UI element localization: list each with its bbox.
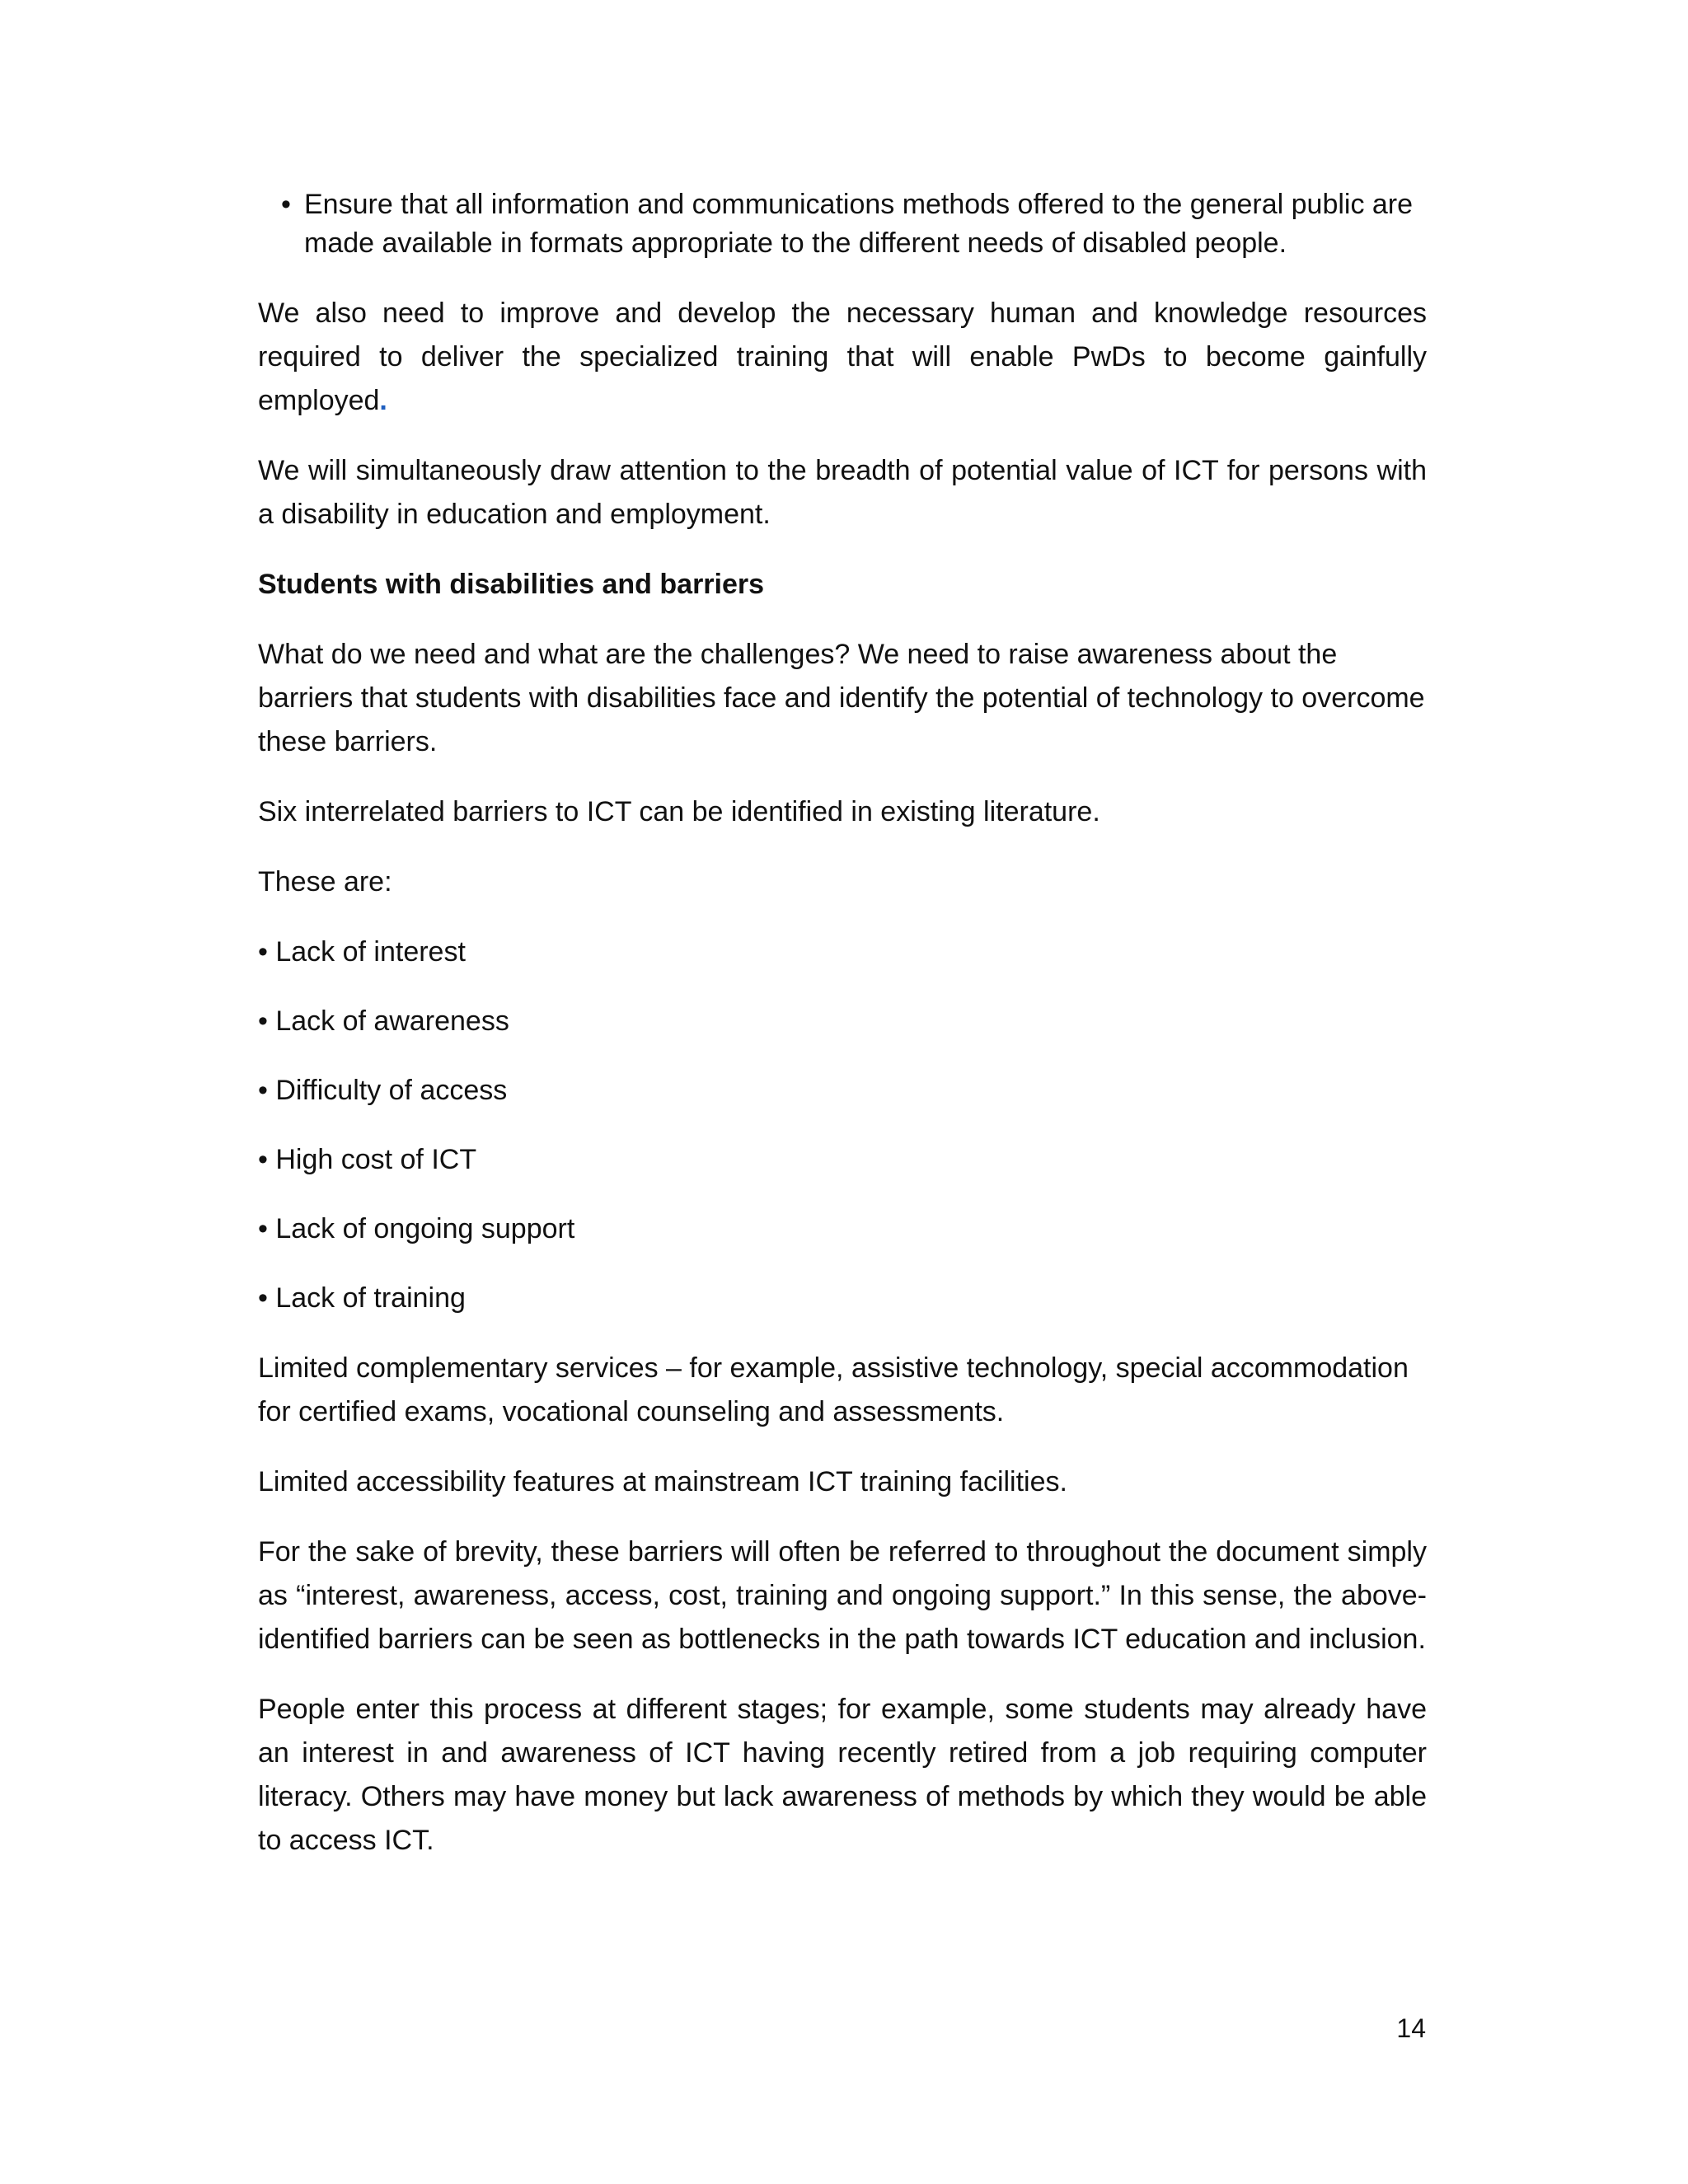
page-body: [258, 185, 1427, 1889]
list-item: • High cost of ICT: [258, 1144, 477, 1175]
paragraph-challenges: What do we need and what are the challenges? We need to raise awareness about the barriers that students with disabilities face and identify the potential of technology to overcome these barriers.: [258, 639, 1425, 757]
barriers-list: [258, 930, 1427, 1320]
paragraph-complementary-services: Limited complementary services – for example, assistive technology, special accommodation for certified exams, vocational counseling and assessments.: [258, 1352, 1409, 1427]
list-item: • Difficulty of access: [258, 1075, 508, 1106]
list-item: • Lack of awareness: [258, 1005, 509, 1037]
paragraph-accessibility-features: Limited accessibility features at mainstream ICT training facilities.: [258, 1466, 1067, 1497]
section-heading: Students with disabilities and barriers: [258, 569, 765, 600]
paragraph-end-mark: .: [379, 385, 387, 416]
list-item: • Lack of interest: [258, 936, 466, 968]
paragraph-human-resources-text: We also need to improve and develop the necessary human and knowledge resources required to deliver the specialized training that will enable PwDs to become gainfully employed: [258, 298, 1427, 416]
intro-bullet-text: Ensure that all information and communications methods offered to the general public are made available in formats appropriate to the different needs of disabled people.: [304, 189, 1414, 259]
list-item: • Lack of training: [258, 1282, 466, 1314]
paragraph-six-barriers: Six interrelated barriers to ICT can be identified in existing literature.: [258, 796, 1100, 827]
paragraph-these-are: These are:: [258, 866, 392, 898]
bullet-marker: •: [281, 189, 291, 220]
paragraph-brevity: For the sake of brevity, these barriers will often be referred to throughout the document simply as “interest, awareness, access, cost, training and ongoing support.” In this sense, the above-identified barriers can be seen as bottlenecks in the path towards ICT education and inclusion.: [258, 1536, 1427, 1655]
page-number: 14: [1396, 2013, 1426, 2043]
list-item: • Lack of ongoing support: [258, 1213, 575, 1244]
intro-bullet-item: [258, 185, 1427, 263]
paragraph-different-stages: People enter this process at different stages; for example, some students may already have an interest in and awareness of ICT having recently retired from a job requiring computer literacy. Others may have money but lack awareness of methods by which they would be able to access ICT.: [258, 1694, 1427, 1856]
paragraph-ict-value: We will simultaneously draw attention to the breadth of potential value of ICT for persons with a disability in education and employment.: [258, 455, 1427, 530]
paragraph-human-resources: [258, 292, 1427, 423]
